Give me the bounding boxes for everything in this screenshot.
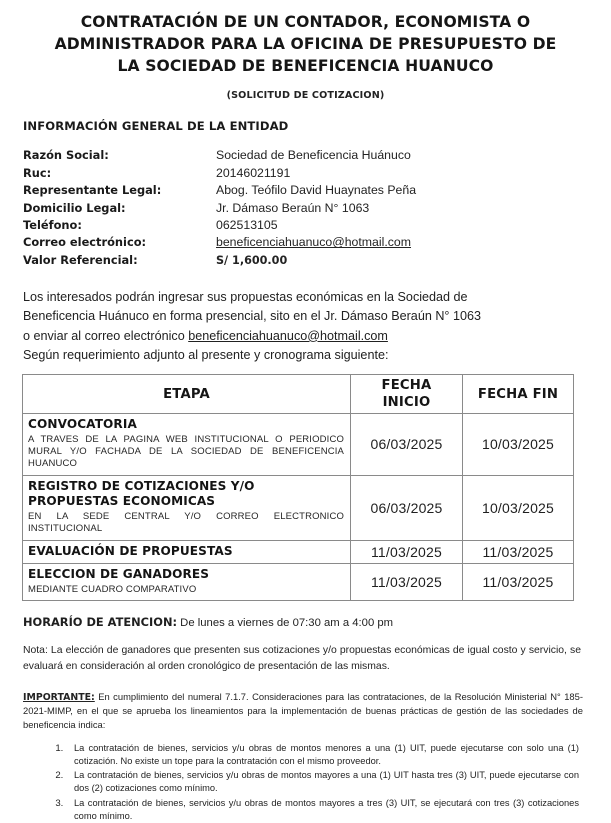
info-value-ruc: 20146021191 (216, 165, 291, 180)
info-label-representante-legal: Representante Legal: (23, 183, 162, 198)
table-row (23, 475, 574, 540)
cell-fecha-inicio: 06/03/2025 (351, 414, 463, 476)
info-label-ruc: Ruc: (23, 165, 52, 180)
cell-fecha-inicio: 06/03/2025 (351, 475, 463, 540)
horario-value: De lunes a viernes de 07:30 am a 4:00 pm (177, 617, 394, 630)
page-title (34, 11, 577, 77)
info-row-domicilio-legal (23, 200, 416, 217)
intro-paragraph-line-4: Según requerimiento adjunto al presente y cronograma siguiente: (23, 347, 389, 362)
intro-paragraph-email-link[interactable]: beneficenciahuanuco@hotmail.com (188, 328, 388, 343)
info-row-ruc (23, 165, 416, 182)
page-title-line-2: ADMINISTRADOR PARA LA OFICINA DE PRESUPUESTO DE (54, 35, 557, 54)
column-header-etapa: ETAPA (23, 375, 351, 414)
intro-paragraph (23, 288, 581, 346)
intro-paragraph-line-2: Beneficencia Huánuco en forma presencial, sito en el Jr. Dámaso Beraún N° 1063 (23, 309, 481, 324)
info-value-representante-legal: Abog. Teófilo David Huaynates Peña (216, 183, 417, 198)
stage-title: CONVOCATORIA (28, 417, 137, 432)
title-block (20, 0, 591, 101)
horario-label: HORARÍO DE ATENCION: (23, 615, 178, 630)
page-title-line-3: LA SOCIEDAD DE BENEFICENCIA HUANUCO (117, 57, 494, 76)
list-item: 1. La contratación de bienes, servicios y/u obras de montos menores a una (1) UIT, puede ejecutarse con solo una (1) cotización. No existe un tope para la contratación con el mismo proveedor. (66, 742, 591, 768)
info-value-correo-electronico[interactable]: beneficenciahuanuco@hotmail.com (216, 235, 412, 250)
info-label-razon-social: Razón Social: (23, 148, 109, 163)
rules-list (20, 742, 591, 823)
cell-fecha-inicio: 11/03/2025 (351, 540, 463, 564)
table-row (23, 414, 574, 476)
stage-title: EVALUACIÓN DE PROPUESTAS (28, 543, 233, 558)
info-value-valor-referencial: S/ 1,600.00 (216, 253, 288, 267)
horario-line (23, 615, 591, 629)
schedule-table-wrapper (22, 374, 573, 601)
general-info-heading: INFORMACIÓN GENERAL DE LA ENTIDAD (23, 119, 289, 134)
importante-label: IMPORTANTE: (23, 692, 95, 704)
list-item: 3. La contratación de bienes, servicios y/u obras de montos mayores a tres (3) UIT, se ejecutará con tres (3) cotizaciones como mínimo. (66, 797, 591, 823)
column-header-fecha-inicio-line-2: INICIO (382, 395, 431, 411)
info-value-telefono: 062513105 (216, 218, 278, 233)
importante-paragraph (23, 690, 583, 731)
stage-description: A TRAVES DE LA PAGINA WEB INSTITUCIONAL O PERIODICO MURAL Y/O FACHADA DE LA SOCIEDAD DE BENEFICENCIA HUANUCO (28, 433, 344, 470)
general-info-table (23, 147, 416, 269)
stage-description: EN LA SEDE CENTRAL Y/O CORREO ELECTRONICO INSTITUCIONAL (28, 510, 344, 535)
stage-cell-evaluacion-propuestas (23, 540, 351, 564)
info-row-telefono (23, 217, 416, 234)
info-value-razon-social: Sociedad de Beneficencia Huánuco (216, 148, 411, 163)
cell-fecha-fin: 10/03/2025 (463, 475, 574, 540)
column-header-fecha-fin: FECHA FIN (463, 375, 574, 414)
info-value-domicilio-legal: Jr. Dámaso Beraún N° 1063 (216, 200, 370, 215)
stage-cell-convocatoria (23, 414, 351, 476)
intro-paragraph-line-1: Los interesados podrán ingresar sus propuestas económicas en la Sociedad de (23, 290, 468, 305)
stage-title: ELECCION DE GANADORES (28, 567, 210, 582)
cell-fecha-fin: 10/03/2025 (463, 414, 574, 476)
schedule-header-row (23, 375, 574, 414)
cell-fecha-fin: 11/03/2025 (463, 564, 574, 601)
schedule-table (22, 374, 574, 601)
info-row-razon-social (23, 147, 416, 164)
cell-fecha-fin: 11/03/2025 (463, 540, 574, 564)
list-item: 2. La contratación de bienes, servicios y/u obras de montos mayores a una (1) UIT hasta tres (3) UIT, puede ejecutarse con dos (2) cotizaciones como mínimo. (66, 769, 591, 795)
page-subtitle: (SOLICITUD DE COTIZACION) (226, 90, 385, 102)
info-label-domicilio-legal: Domicilio Legal: (23, 200, 126, 215)
stage-cell-registro-cotizaciones (23, 475, 351, 540)
intro-paragraph-line-3-prefix: o enviar al correo electrónico (23, 328, 189, 343)
column-header-fecha-inicio (351, 375, 463, 414)
info-row-valor-referencial (23, 252, 416, 269)
cell-fecha-inicio: 11/03/2025 (351, 564, 463, 601)
nota-paragraph: Nota: La elección de ganadores que presenten sus cotizaciones y/o propuestas económicas de igual costo y servicio, se evaluará en consideración al orden cronológico de presentación de las mismas. (23, 645, 581, 672)
info-row-representante-legal (23, 182, 416, 199)
importante-text: En cumplimiento del numeral 7.1.7. Consideraciones para las contrataciones, de la Resolución Ministerial N° 185-2021-MIMP, en el que se aprueba los lineamientos para la implementación de buenas prácticas de gestión de las sociedades de beneficencia indica: (23, 691, 583, 730)
stage-description: MEDIANTE CUADRO COMPARATIVO (28, 583, 197, 595)
info-row-correo-electronico (23, 234, 416, 251)
info-label-telefono: Teléfono: (23, 218, 82, 233)
column-header-fecha-inicio-line-1: FECHA (381, 378, 432, 394)
page-title-line-1: CONTRATACIÓN DE UN CONTADOR, ECONOMISTA O (80, 13, 531, 31)
info-label-valor-referencial: Valor Referencial: (23, 252, 138, 267)
table-row (23, 540, 574, 564)
stage-title: REGISTRO DE COTIZACIONES Y/O PROPUESTAS ECONOMICAS (28, 478, 255, 509)
stage-cell-eleccion-ganadores (23, 564, 351, 601)
info-label-correo-electronico: Correo electrónico: (23, 235, 147, 250)
intro-paragraph-line-3 (23, 327, 581, 346)
table-row (23, 564, 574, 601)
